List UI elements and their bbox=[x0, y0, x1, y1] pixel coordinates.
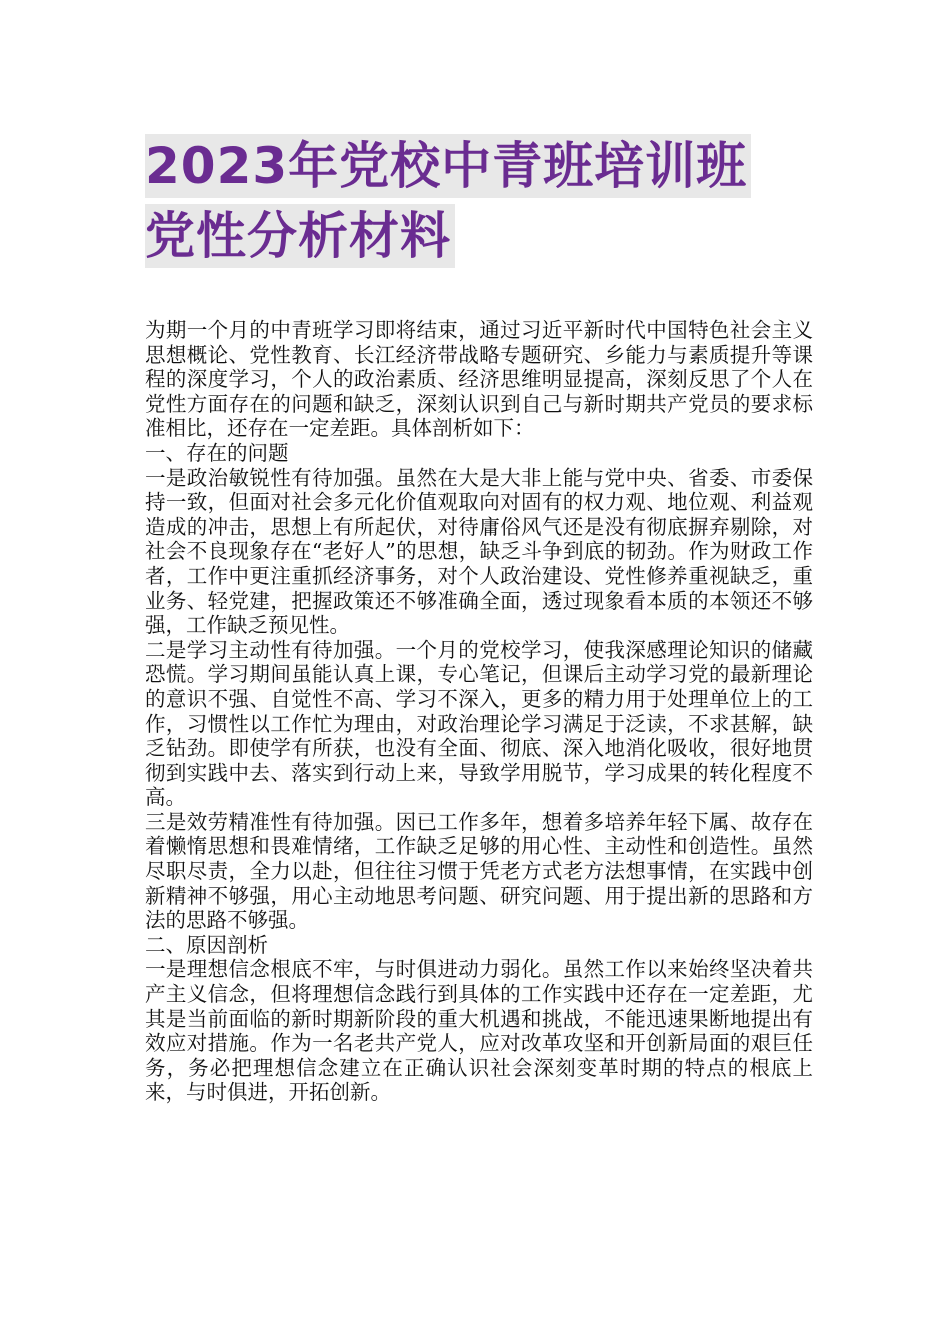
cause-paragraph-1: 一是理想信念根底不牢，与时俱进动力弱化。虽然工作以来始终坚决着共产主义信念，但将理想信念践行到具体的工作实践中还存在一定差距，尤其是当前面临的新时期新阶段的重大机遇和挑战，不能迅速果断地提出有效应对措施。作为一名老共产党人，应对改革攻坚和开创新局面的艰巨任务，务必把理想信念建立在正确认识社会深刻变革时期的特点的根底上来，与时俱进，开拓创新。 bbox=[145, 957, 813, 1105]
problem-paragraph-2: 二是学习主动性有待加强。一个月的党校学习，使我深感理论知识的储藏恐慌。学习期间虽能认真上课，专心笔记，但课后主动学习党的最新理论的意识不强、自觉性不高、学习不深入，更多的精力用于处理单位上的工作，习惯性以工作忙为理由，对政治理论学习满足于泛读，不求甚解，缺乏钻劲。即使学有所获，也没有全面、彻底、深入地消化吸收，很好地贯彻到实践中去、落实到行动上来，导致学用脱节，学习成果的转化程度不高。 bbox=[145, 637, 813, 810]
section-heading-causes: 二、原因剖析 bbox=[145, 932, 268, 957]
problem-paragraph-1: 一是政治敏锐性有待加强。虽然在大是大非上能与党中央、省委、市委保持一致，但面对社会多元化价值观取向对固有的权力观、地位观、利益观造成的冲击，思想上有所起伏，对待庸俗风气还是没有彻底摒弃剔除，对社会不良现象存在“老好人”的思想，缺乏斗争到底的韧劲。作为财政工作者，工作中更注重抓经济事务，对个人政治建设、党性修养重视缺乏，重业务、轻党建，把握政策还不够准确全面，透过现象看本质的本领还不够强，工作缺乏预见性。 bbox=[145, 465, 813, 638]
document-title bbox=[145, 134, 815, 268]
document-body bbox=[145, 318, 813, 1105]
section-heading-problems: 一、存在的问题 bbox=[145, 440, 289, 465]
problem-paragraph-3: 三是效劳精准性有待加强。因已工作多年，想着多培养年轻下属、故存在着懒惰思想和畏难情绪，工作缺乏足够的用心性、主动性和创造性。虽然尽职尽责，全力以赴，但往往习惯于凭老方式老方法想事情，在实践中创新精神不够强，用心主动地思考问题、研究问题、用于提出新的思路和方法的思路不够强。 bbox=[145, 809, 813, 933]
title-line-2: 党性分析材料 bbox=[145, 204, 455, 268]
intro-paragraph: 为期一个月的中青班学习即将结束，通过习近平新时代中国特色社会主义思想概论、党性教育、长江经济带战略专题研究、乡能力与素质提升等课程的深度学习，个人的政治素质、经济思维明显提高，深刻反思了个人在党性方面存在的问题和缺乏，深刻认识到自己与新时期共产党员的要求标准相比，还存在一定差距。具体剖析如下： bbox=[145, 318, 813, 441]
title-line-1: 2023年党校中青班培训班 bbox=[145, 134, 751, 198]
